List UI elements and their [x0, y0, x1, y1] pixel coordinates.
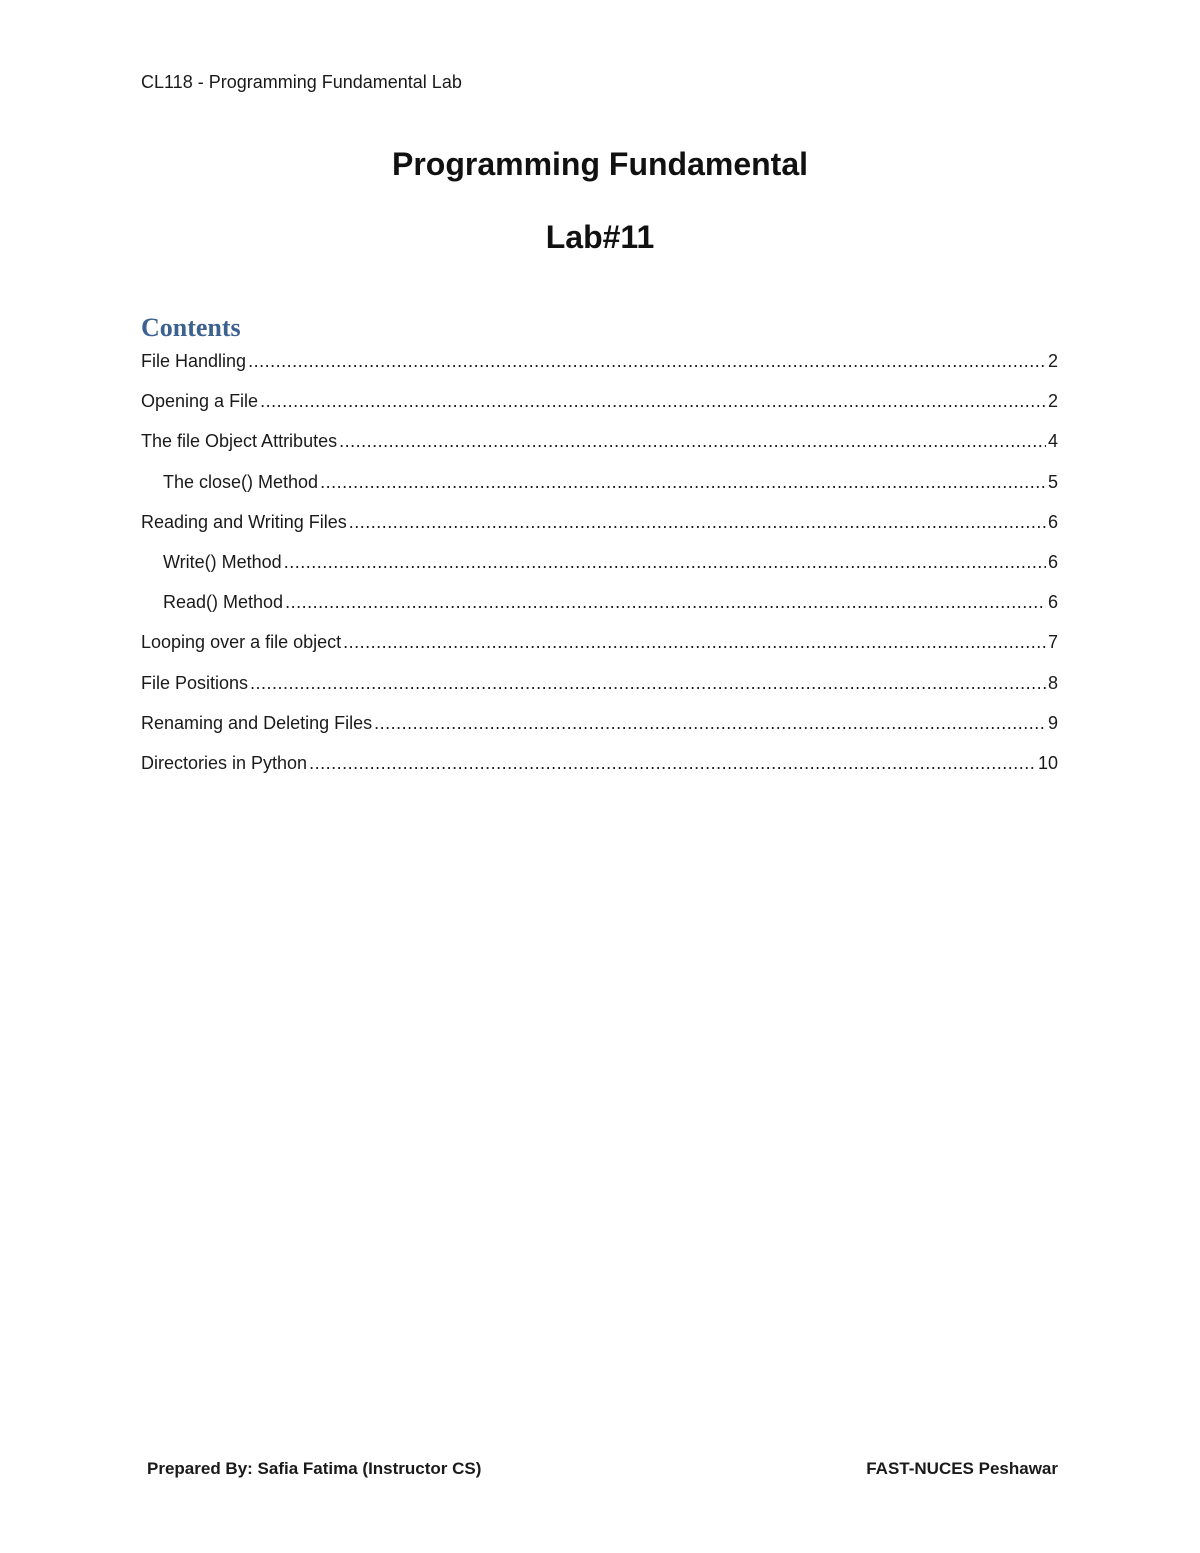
- toc-entry-label: Read() Method: [163, 592, 284, 613]
- toc-dot-leader: [320, 472, 1046, 493]
- toc-entry-label: Renaming and Deleting Files: [141, 712, 373, 733]
- toc-entry-close-method[interactable]: [141, 472, 1058, 512]
- toc-entry-file-positions[interactable]: [141, 673, 1058, 713]
- toc-entry-label: Write() Method: [163, 551, 282, 572]
- toc-dot-leader: [374, 713, 1046, 734]
- toc-entry-page: 6: [1047, 592, 1058, 613]
- toc-heading: Contents: [141, 313, 241, 342]
- toc-dot-leader: [260, 391, 1046, 412]
- toc-dot-leader: [343, 632, 1046, 653]
- toc-entry-page: 6: [1047, 551, 1058, 572]
- toc-entry-label: File Positions: [141, 672, 249, 693]
- toc-dot-leader: [248, 351, 1046, 372]
- toc-entry-page: 6: [1047, 511, 1058, 532]
- toc-entry-label: Looping over a file object: [141, 632, 342, 653]
- toc-entry-label: Reading and Writing Files: [141, 511, 347, 532]
- table-of-contents: [141, 351, 1058, 793]
- footer-prepared-by: Prepared By: Safia Fatima (Instructor CS): [147, 1459, 482, 1478]
- document-subtitle: Lab#11: [545, 219, 655, 255]
- toc-entry-file-handling[interactable]: [141, 351, 1058, 391]
- toc-entry-page: 5: [1047, 471, 1058, 492]
- toc-entry-page: 8: [1047, 672, 1058, 693]
- toc-entry-opening-a-file[interactable]: [141, 391, 1058, 431]
- toc-entry-looping-over-file[interactable]: [141, 632, 1058, 672]
- toc-dot-leader: [250, 673, 1046, 694]
- toc-dot-leader: [309, 753, 1036, 774]
- page-header: CL118 - Programming Fundamental Lab: [141, 72, 462, 92]
- toc-entry-page: 10: [1037, 752, 1058, 773]
- toc-entry-label: File Handling: [141, 351, 247, 371]
- toc-entry-reading-writing-files[interactable]: [141, 512, 1058, 552]
- toc-entry-page: 4: [1047, 431, 1058, 452]
- toc-entry-label: The close() Method: [163, 471, 319, 492]
- toc-dot-leader: [339, 431, 1046, 452]
- document-title: Programming Fundamental: [391, 146, 809, 182]
- toc-dot-leader: [284, 552, 1046, 573]
- toc-entry-label: Opening a File: [141, 391, 259, 412]
- toc-entry-read-method[interactable]: [141, 592, 1058, 632]
- toc-entry-page: 9: [1047, 712, 1058, 733]
- footer-institution: FAST-NUCES Peshawar: [866, 1459, 1058, 1478]
- toc-entry-renaming-deleting-files[interactable]: [141, 713, 1058, 753]
- toc-dot-leader: [349, 512, 1046, 533]
- toc-entry-page: 2: [1047, 391, 1058, 412]
- toc-entry-directories-in-python[interactable]: [141, 753, 1058, 793]
- toc-entry-file-object-attributes[interactable]: [141, 431, 1058, 471]
- toc-entry-page: 7: [1047, 632, 1058, 653]
- toc-entry-page: 2: [1047, 351, 1058, 371]
- toc-dot-leader: [285, 592, 1046, 613]
- toc-entry-write-method[interactable]: [141, 552, 1058, 592]
- toc-entry-label: Directories in Python: [141, 752, 308, 773]
- toc-entry-label: The file Object Attributes: [141, 431, 338, 452]
